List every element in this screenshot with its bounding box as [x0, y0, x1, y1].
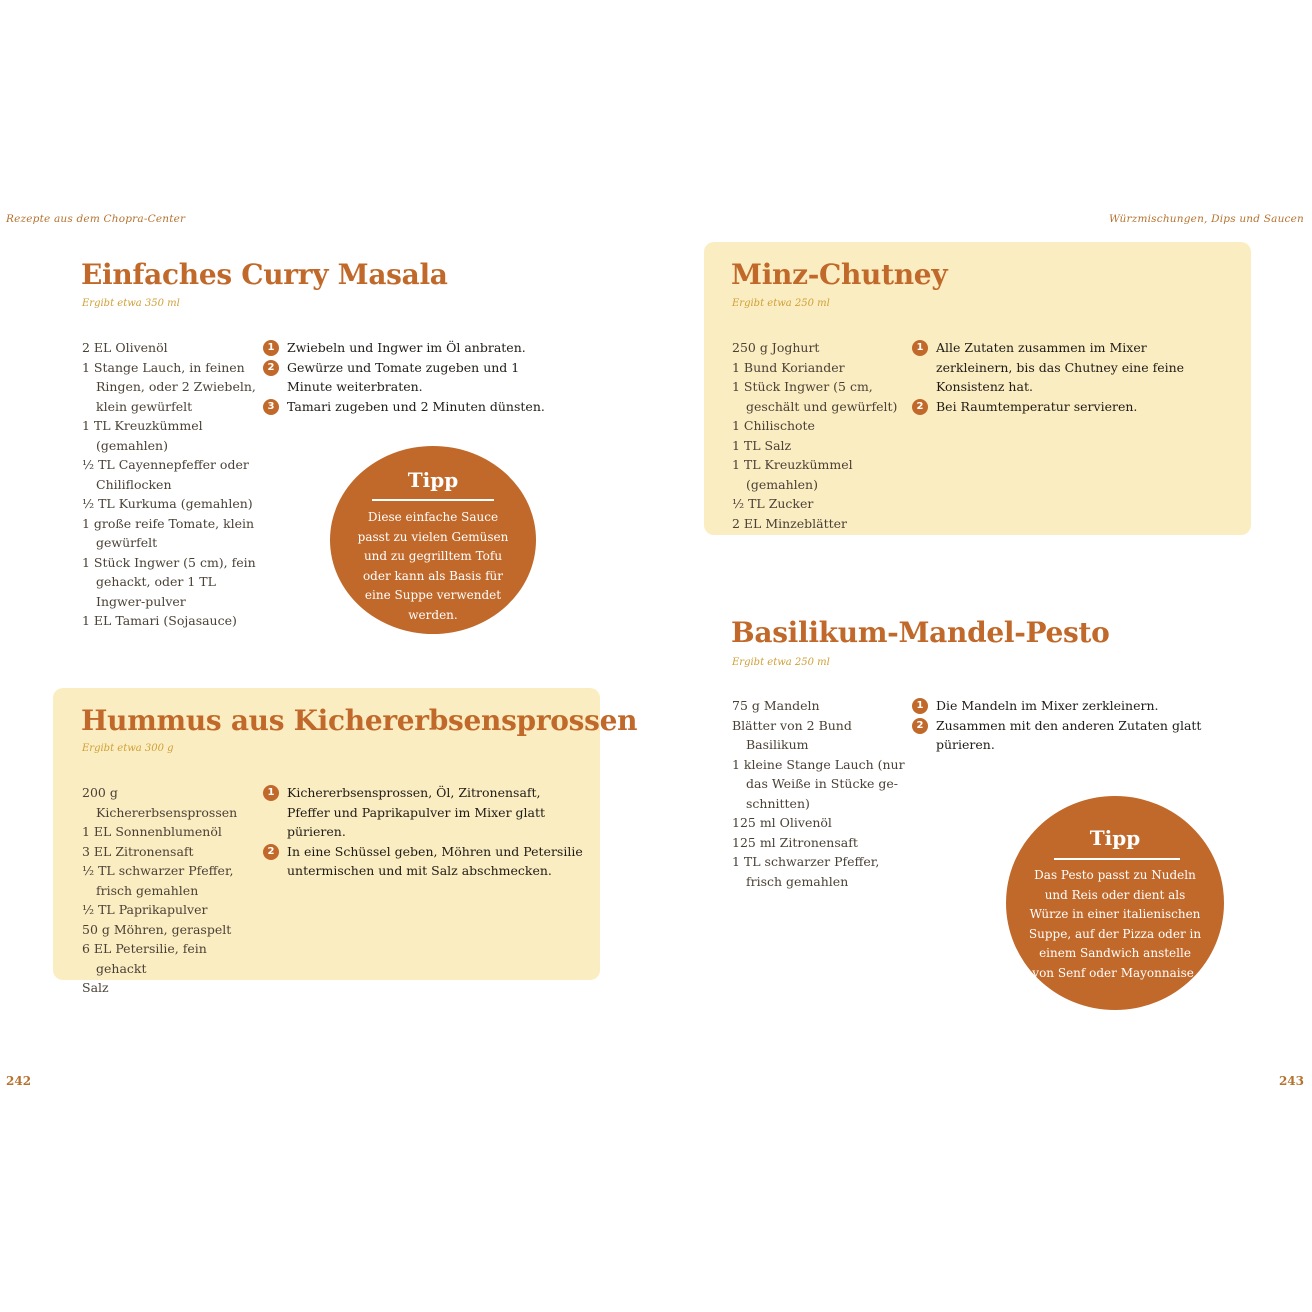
ingredient-item: 1 TL Kreuzkümmel (gemahlen) — [732, 457, 853, 492]
ingredient-item: 50 g Möhren, geraspelt — [82, 921, 232, 937]
numbered-circle-icon: 2 — [912, 718, 928, 734]
ingredient-item: Salz — [82, 980, 109, 995]
ingredient-item: ½ TL Paprikapulver — [82, 902, 208, 917]
step-text: Alle Zutaten zusammen im Mixer zerkleinern, bis das Chutney eine feine Konsistenz hat. — [936, 340, 1185, 394]
ingredient-item: 2 EL Olivenöl — [82, 340, 168, 355]
ingredient-list — [82, 338, 262, 631]
ingredient-item: 1 TL schwarzer Pfeffer, frisch gemahlen — [732, 854, 880, 889]
step-text: Kichererbsensprossen, Öl, Zitronensaft, Pfeffer und Paprikapulver im Mixer glatt pürieren. — [287, 785, 546, 839]
ingredient-item: ½ TL Kurkuma (gemahlen) — [82, 496, 253, 511]
numbered-circle-icon: 1 — [263, 785, 279, 801]
step-text: Gewürze und Tomate zugeben und 1 Minute weiterbraten. — [287, 359, 520, 394]
ingredient-item: 1 TL Salz — [732, 437, 792, 453]
numbered-circle-icon: 2 — [263, 844, 279, 860]
numbered-circle-icon: 1 — [263, 340, 279, 356]
step-text: Zwiebeln und Ingwer im Öl anbraten. — [287, 340, 526, 355]
ingredient-item: 3 EL Zitronensaft — [82, 843, 194, 859]
step-item — [912, 397, 1212, 417]
ingredient-item: 1 kleine Stange Lauch (nur das Weiße in Stücke ge-schnitten) — [732, 756, 905, 811]
step-list — [263, 338, 553, 416]
recipe-yield: Ergibt etwa 250 ml — [732, 657, 830, 668]
step-text: Tamari zugeben und 2 Minuten dünsten. — [287, 398, 545, 414]
ingredient-item: 6 EL Petersilie, fein gehackt — [82, 941, 207, 976]
tip-divider — [372, 499, 494, 501]
ingredient-item: ½ TL Zucker — [732, 496, 814, 511]
step-text: In eine Schüssel geben, Möhren und Petersilie untermischen und mit Salz abschmecken. — [287, 843, 583, 878]
tip-divider — [1054, 858, 1180, 860]
tip-circle — [1006, 796, 1224, 1010]
tip-text: Das Pesto passt zu Nudeln und Reis oder dient als Würze in einer italienischen Suppe, auf der Pizza oder in einem Sandwich anstelle von Senf oder Mayonnaise. — [1028, 868, 1202, 980]
step-list — [912, 338, 1212, 416]
step-item — [263, 842, 583, 881]
ingredient-item: 200 g Kichererbsensprossen — [82, 785, 238, 820]
ingredient-item: 1 TL Kreuzkümmel (gemahlen) — [82, 418, 203, 453]
step-item — [912, 716, 1242, 755]
ingredient-item: 250 g Joghurt — [732, 340, 820, 355]
ingredient-list — [82, 783, 252, 998]
recipe-title: Hummus aus Kichererbsensprossen — [81, 704, 638, 737]
tip-heading: Tipp — [1089, 826, 1141, 850]
ingredient-list — [732, 696, 907, 891]
running-head-left: Rezepte aus dem Chopra-Center — [6, 213, 186, 225]
ingredient-item: 1 EL Tamari (Sojasauce) — [82, 613, 237, 628]
ingredient-item: 1 Stück Ingwer (5 cm), fein gehackt, oder 1 TL Ingwer-pulver — [82, 554, 256, 609]
tip-circle — [330, 446, 536, 634]
recipe-title: Basilikum-Mandel-Pesto — [731, 616, 1110, 649]
ingredient-item: Blätter von 2 Bund Basilikum — [732, 717, 852, 752]
step-item — [263, 358, 553, 397]
ingredient-item: 75 g Mandeln — [732, 698, 820, 713]
recipe-yield: Ergibt etwa 250 ml — [732, 298, 830, 309]
ingredient-item: 1 große reife Tomate, klein gewürfelt — [82, 515, 255, 550]
step-text: Bei Raumtemperatur servieren. — [936, 398, 1138, 414]
recipe-box-hummus — [53, 688, 638, 995]
step-list — [912, 696, 1242, 755]
numbered-circle-icon: 2 — [263, 360, 279, 376]
ingredient-item: 1 Stange Lauch, in feinen Ringen, oder 2 Zwiebeln, klein gewürfelt — [82, 359, 256, 414]
step-item — [263, 783, 583, 842]
ingredient-item: ½ TL Cayennepfeffer oder Chiliflocken — [82, 457, 249, 492]
running-head-right: Würzmischungen, Dips und Saucen — [1108, 213, 1304, 225]
recipe-title: Einfaches Curry Masala — [81, 258, 448, 291]
page-number-left: 242 — [6, 1074, 32, 1088]
ingredient-item: 2 EL Minzeblätter — [732, 515, 848, 531]
recipe-yield: Ergibt etwa 350 ml — [82, 298, 180, 309]
numbered-circle-icon: 3 — [263, 399, 279, 415]
ingredient-item: 1 Bund Koriander — [732, 359, 845, 375]
numbered-circle-icon: 1 — [912, 698, 928, 714]
step-item — [912, 338, 1212, 397]
numbered-circle-icon: 2 — [912, 399, 928, 415]
ingredient-item: 125 ml Zitronensaft — [732, 834, 858, 850]
ingredient-list — [732, 338, 912, 533]
step-list — [263, 783, 583, 881]
numbered-circle-icon: 1 — [912, 340, 928, 356]
ingredient-item: ½ TL schwarzer Pfeffer, frisch gemahlen — [82, 863, 234, 898]
ingredient-item: 1 EL Sonnenblumenöl — [82, 824, 222, 839]
step-text: Die Mandeln im Mixer zerkleinern. — [936, 698, 1159, 713]
ingredient-item: 1 Chilischote — [732, 418, 815, 433]
ingredient-item: 125 ml Olivenöl — [732, 815, 832, 830]
tip-heading: Tipp — [407, 468, 459, 492]
recipe-box-minz-chutney — [704, 242, 1251, 535]
page-number-right: 243 — [1278, 1074, 1304, 1088]
step-item — [263, 338, 553, 358]
tip-text: Diese einfache Sauce passt zu vielen Gemüsen und zu gegrilltem Tofu oder kann als Basis für eine Suppe verwendet werden. — [357, 510, 509, 622]
recipe-yield: Ergibt etwa 300 g — [82, 743, 174, 754]
step-text: Zusammen mit den anderen Zutaten glatt pürieren. — [936, 717, 1202, 752]
step-item — [912, 696, 1242, 716]
recipe-title: Minz-Chutney — [731, 258, 948, 291]
ingredient-item: 1 Stück Ingwer (5 cm, geschält und gewürfelt) — [732, 379, 898, 414]
step-item — [263, 397, 553, 417]
